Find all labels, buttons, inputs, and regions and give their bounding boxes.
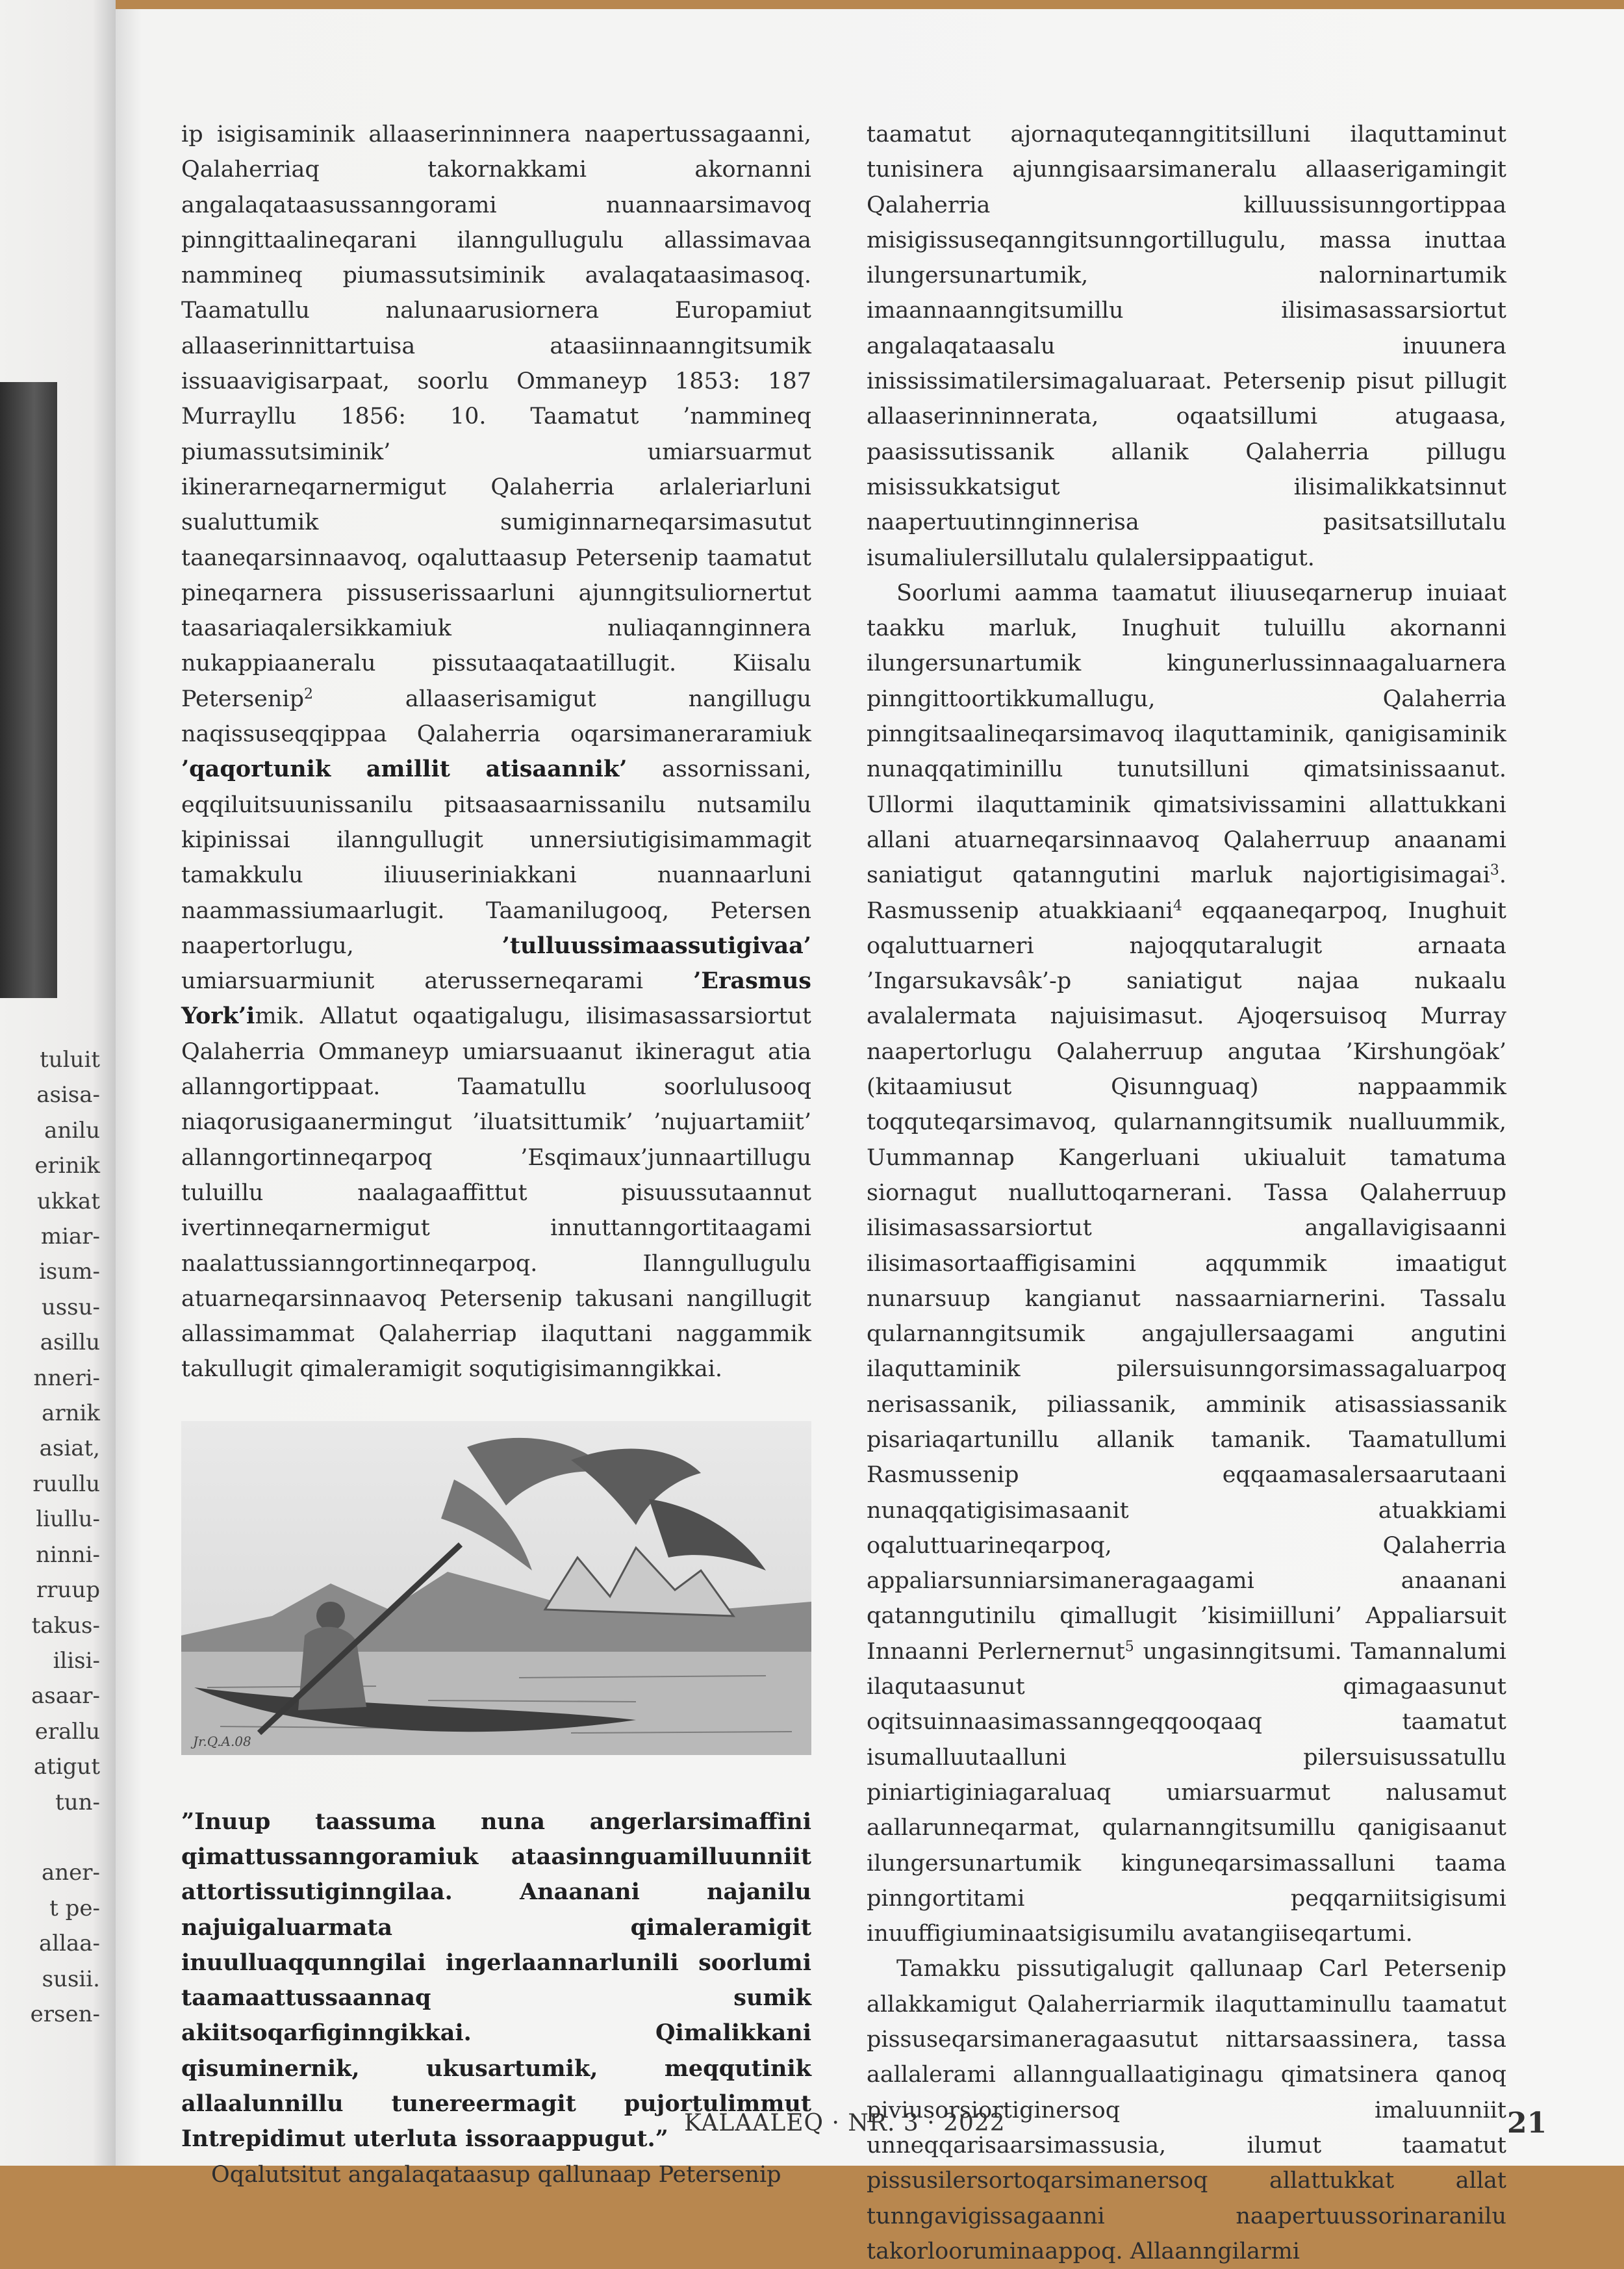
footnote-marker: 5 — [1124, 1638, 1134, 1655]
facing-page-line: tuluit — [40, 1047, 100, 1073]
facing-page-text-fragments — [31, 1042, 100, 2032]
facing-page-line: ilisi- — [53, 1647, 100, 1674]
facing-page-line: erinik — [34, 1153, 100, 1179]
facing-page-line: aner- — [41, 1860, 100, 1886]
footnote-marker: 3 — [1490, 862, 1499, 879]
right-text-column — [867, 117, 1506, 2269]
facing-page-line: asisa- — [36, 1082, 100, 1109]
facing-page-line: ninni- — [36, 1541, 100, 1568]
facing-page-line: ruullu — [32, 1470, 100, 1497]
facing-page-line — [31, 1820, 100, 1855]
facing-page-line: liullu- — [36, 1506, 100, 1533]
facing-page — [0, 0, 116, 2166]
facing-page-line: atigut — [33, 1754, 100, 1780]
facing-page-line: rruup — [36, 1577, 100, 1604]
facing-page-line: anilu — [44, 1117, 100, 1144]
bold-phrase: ’tulluussimaassutigivaa’ — [501, 932, 811, 959]
footnote-marker: 4 — [1173, 897, 1182, 914]
facing-page-line: isum- — [39, 1259, 100, 1285]
facing-page-line: miar- — [40, 1224, 100, 1250]
facing-page-line: ersen- — [30, 2001, 100, 2027]
illustration-signature: Jr.Q.A.08 — [193, 1733, 251, 1749]
facing-page-line: arnik — [42, 1400, 100, 1427]
facing-page-line: erallu — [34, 1718, 100, 1745]
facing-page-line: ukkat — [36, 1188, 100, 1214]
facing-page-line: asiat, — [39, 1435, 100, 1462]
paddler-head — [316, 1602, 345, 1630]
page-number: 21 — [1507, 2107, 1547, 2140]
kayak-drawing — [181, 1421, 811, 1755]
left-text-column — [181, 117, 811, 2192]
magazine-page — [116, 9, 1624, 2264]
body-paragraph: Soorlumi aamma taamatut iliuuseqarnerup inuiaat taakku marluk, Inughuit tuluillu akornanni ilungersunartumik kingunerlussinnaagaluarnera pinngittoortikkumallugu, Qalaherria pinngitsaalineqarsimavoq ilaquttaminik, qanigisaminik nunaqqatiminillu tunutsilluni qimatsinissaanut. Ullormi ilaquttaminik qimatsivissamini allattukkani allani atuarneqarsinnaavoq Qalaherruup anaanami saniatigut qatanngutini marluk najortigisimagai$^3$. Rasmussenip atuakkiaani$^4$ eqqaaneqarpoq, Inughuit oqaluttuarneri najoqqutaralugit arnaata ’Ingarsukavsâk’-p saniatigut najaa nukaalu avalalermata najuisimasut. Ajoqersuisoq Murray naapertorlugu Qalaherruup angutaa ’Kirshungöak’ (kitaamiusut Qisunnguaq) nappaammik toqquteqarsimavoq, qularnanngitsumik nualluummik, Uummannap Kangerluani ukiualuit tamatuma siornagut nualluttoqarnerani. Tassa Qalaherruup ilisimasassarsiortut angallavigisaanni ilisimasortaaffigisamini aqqummik imaatigut nunarsuup kangianut nassaarniarnerini. Tassalu qularnanngitsumik angajullersaagami angutini ilaquttaminik pilersuisunngorsimassagaluarpoq nerisassanik, piliassanik, amminik atisassiassanik pisariaqartunillu allanik tamanik. Taamatullumi Rasmussenip eqqaamasalersaarutaani nunaqqatigisimasaanit atuakkiami oqaluttuarineqarpoq, Qalaherria appaliarsunniarsimaneragaagami anaanani qatanngutinilu qimallugit ’kisimiilluni’ Appaliarsuit Innaanni Perlernernut$^5$ ungasinngitsumi. Tamannalumi ilaqutaasunut qimagaasunut oqitsuinnaasimassanngeqqooqaaq taamatut isumalluutaalluni pilersuisussatullu piniartiginiagaraluaq umiarsuarmut nalusamut aallarunneqarmat, qularnanngitsumillu qanigisaanut ilungersunartumik kinguneqarsimassalluni taama pinngortitami peqqarniitsigisumi inuuffigiuminaatsigisumilu avatangiiseqartumi. — [867, 580, 1506, 1947]
kayak-illustration — [181, 1421, 811, 1755]
body-paragraph: Tamakku pissutigalugit qallunaap Carl Petersenip allakkamigut Qalaherriarmik ilaquttaminullu taamatut pissuseqarsimaneragaasutut nittarsaassinera, tassa aallalerami allannguallaatiginagu qimatsinera qanoq piviusorsiortiginersoq imaluunniit unneqqarisaarsimassusia, ilumut taamatut pissusilersortoqarsimanersoq allattukkat allat tunngavigissagaanni naapertuussorinaranilu takorlooruminaappoq. Allaanngilarmi — [867, 1956, 1506, 2264]
bold-phrase: ’qaqortunik amillit atisaannik’ — [181, 756, 628, 783]
body-paragraph: taamatut ajornaquteqanngititsilluni ilaquttaminut tunisinera ajunngisaarsimaneralu allaaserigamingit Qalaherria killuussisunngortippaa misigissuseqanngitsunngortillugulu, massa inuttaa ilungersunartumik, nalorninartumik imaannaanngitsumillu ilisimasassarsiortut angalaqataasalu inuunera inississimatilersimagaluaraat. Petersenip pisut pillugit allaaserinninnerata, oqaatsillumi atugaasa, paasissutissanik allanik Qalaherria pillugu misissukkatsigut ilisimalikkatsinnut naapertuutinnginnerisa pasitsatsillutalu isumaliulersillutalu qulalersippaatigut. — [867, 122, 1506, 571]
facing-page-line: susii. — [42, 1966, 100, 1992]
facing-page-line: t pe- — [49, 1895, 100, 1921]
body-paragraph: Oqalutsitut angalaqataasup qallunaap Petersenip — [211, 2161, 781, 2188]
facing-page-line: allaa- — [38, 1930, 100, 1957]
body-paragraph: ip isigisaminik allaaserinninnera naapertussagaanni, Qalaherriaq takornakkami akornanni angalaqataasussanngorami nuannaarsimavoq pinngittaalineqarani ilanngullugulu allassimavaa nammineq piumassutsiminik avalaqataasimasoq. Taamatullu nalunaarusiornera Europamiut allaaserinnittartuisa ataasiinnaanngitsumik issuaavigisarpaat, soorlu Ommaneyp 1853: 187 Murrayllu 1856: 10. Taamatut ’nammineq piumassutsiminik’ umiarsuarmut ikinerarneqarnermigut Qalaherria arlaleriarluni sualuttumik sumiginnarneqarsimasutut taaneqarsinnaavoq, oqaluttaasup Petersenip taamatut pineqarnera pissuserissaarluni ajunngitsuliornertut taasariaqalersikkamiuk nuliaqannginnera nukappiaaneralu pissutaaqataatillugit. Kiisalu Petersenip$^2$ allaaserisamigut nangillugu naqissuseqqippaa Qalaherria oqarsimaneraramiuk ’qaqortunik amillit atisaannik’ assornissani, eqqiluitsuunissanilu pitsaasaarnissanilu nutsamilu kipinissai ilanngullugit unnersiutigisimammagit tamakkulu iliuuseriniakkani nuannaarluni naammassiumaarlugit. Taamanilugooq, Petersen naapertorlugu, ’tulluussimaassutigivaa’ umiarsuarmiunit aterusserneqarami ’Erasmus York’imik. Allatut oqaatigalugu, ilisimasassarsiortut Qalaherria Ommaneyp umiarsuaanut ikineragut atia allanngortippaat. Taamatullu soorlulusooq niaqorusigaanermingut ’iluatsittumik’ ’nujuartamiit’ allanngortinneqarpoq ’Esqimaux’junnaartillugu tuluillu naalagaaffittut pisuussutaannut ivertinneqarnermigut innuttanngortitaagami naalattussianngortinneqarpoq. Ilanngullugulu atuarneqarsinnaavoq Petersenip takusani nangillugit allassimammat Qalaherriap ilaquttani naggammik takullugit qimaleramigit soqutigisimanngikkai. — [181, 122, 811, 1383]
facing-page-photo — [0, 382, 57, 998]
facing-page-line: nneri- — [33, 1365, 100, 1391]
pull-quote: ”Inuup taassuma nuna angerlarsimaffini qimattussanngoramiuk ataasinnguamilluunniit attortissutiginngilaa. Anaanani najanilu najuigaluarmata qimaleramigit inuulluaqqunngilai ingerlaannarlunili soorlumi taamaattussaannaq sumik akiitsoqarfiginngikkai. Qimalikkani qisuminernik, ukusartumik, meqqutinik allaalunnillu tunereermagit pujortulimmut Intrepidimut uterluta issoraappugut.” — [181, 1808, 811, 2153]
footnote-marker: 2 — [304, 686, 314, 702]
facing-page-line: asillu — [40, 1329, 100, 1356]
facing-page-line: ussu- — [41, 1294, 100, 1320]
bold-phrase: ’Erasmus York’i — [181, 968, 811, 1030]
magazine-footer: KALAALEQ · NR. 3 · 2022 — [684, 2110, 1006, 2136]
facing-page-line: takus- — [31, 1612, 100, 1639]
facing-page-line: asaar- — [31, 1683, 100, 1710]
facing-page-line: tun- — [55, 1789, 100, 1815]
